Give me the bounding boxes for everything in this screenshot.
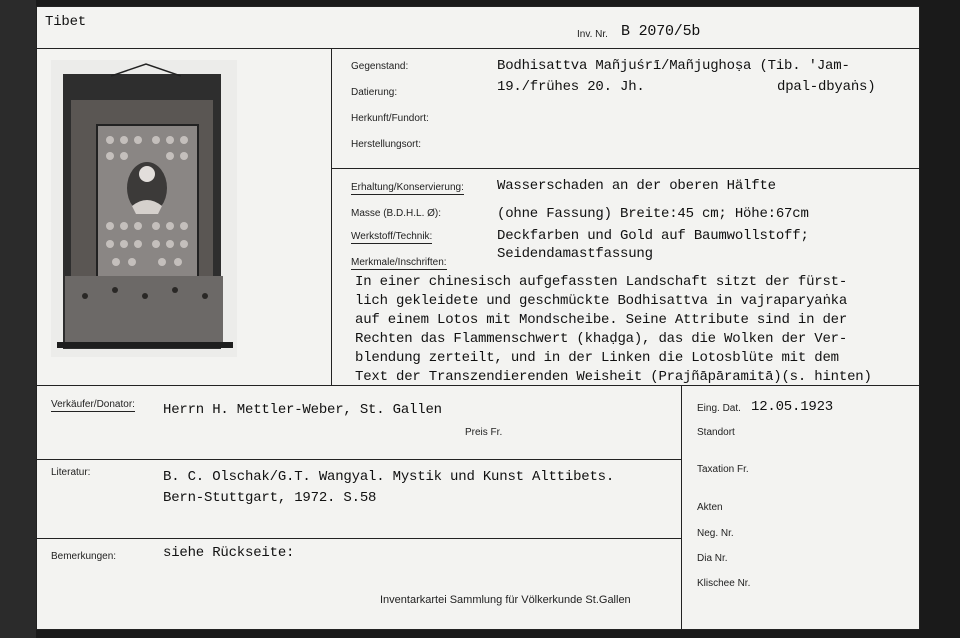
mount-dots-icon [65, 276, 223, 344]
datierung-value: 19./frühes 20. Jh. [497, 79, 645, 95]
thangka-rod [57, 342, 233, 348]
rule [331, 168, 919, 169]
klischee-nr-label: Klischee Nr. [697, 578, 751, 589]
thangka-photo [51, 60, 237, 357]
rule [37, 385, 919, 386]
rule [37, 48, 919, 49]
herstellungsort-label: Herstellungsort: [351, 139, 422, 150]
datierung-label: Datierung: [351, 87, 398, 98]
merkmale-line: Text der Transzendierenden Weisheit (Prajñāpāramitā)(s. hinten) [355, 369, 872, 385]
bemerkungen-label: Bemerkungen: [51, 551, 117, 562]
rule [681, 385, 682, 629]
bemerkungen-value: siehe Rückseite: [163, 545, 295, 561]
werkstoff-label-text: Werkstoff/Technik: [351, 231, 433, 242]
literatur-value: B. C. Olschak/G.T. Wangyal. Mystik und Kunst Alttibets. [163, 469, 615, 485]
card-footer: Inventarkartei Sammlung für Völkerkunde St.Gallen [380, 594, 631, 606]
hanging-string-icon [111, 62, 181, 78]
gegenstand-label: Gegenstand: [351, 61, 409, 72]
werkstoff-label [351, 231, 432, 242]
inv-number: B 2070/5b [621, 23, 701, 40]
background-left [0, 0, 36, 638]
gegenstand-continued: dpal-dbyaṅs) [777, 79, 876, 95]
eing-dat-label: Eing. Dat. [697, 403, 741, 414]
eing-dat-value: 12.05.1923 [751, 399, 834, 415]
rule [37, 459, 681, 460]
merkmale-line: Rechten das Flammenschwert (khaḍga), das die Wolken der Ver- [355, 331, 848, 347]
merkmale-line: auf einem Lotos mit Mondscheibe. Seine Attribute sind in der [355, 312, 848, 328]
preis-label: Preis Fr. [465, 427, 503, 438]
verkaeufer-value: Herrn H. Mettler-Weber, St. Gallen [163, 402, 442, 418]
rule [331, 48, 332, 385]
region-text: Tibet [45, 14, 87, 30]
thangka-painting [96, 124, 199, 280]
akten-label: Akten [697, 502, 723, 513]
merkmale-label-text: Merkmale/Inschriften: [351, 257, 447, 268]
literatur-label: Literatur: [51, 467, 91, 478]
painting-figures-icon [98, 126, 197, 278]
herkunft-label: Herkunft/Fundort: [351, 113, 429, 124]
erhaltung-value: Wasserschaden an der oberen Hälfte [497, 178, 776, 194]
inventory-card [36, 6, 920, 630]
gegenstand-value: Bodhisattva Mañjuśrī/Mañjughoṣa (Tib. 'Jam- [497, 58, 850, 74]
merkmale-line: blendung zerteilt, und in der Linken die Lotosblüte mit dem [355, 350, 839, 366]
merkmale-label [351, 257, 447, 268]
dia-nr-label: Dia Nr. [697, 553, 728, 564]
werkstoff-value: Deckfarben und Gold auf Baumwollstoff; [497, 228, 809, 244]
rule [37, 538, 681, 539]
erhaltung-label-text: Erhaltung/Konservierung: [351, 182, 464, 193]
inv-label: Inv. Nr. [577, 29, 608, 40]
werkstoff-value-2: Seidendamastfassung [497, 246, 653, 262]
erhaltung-label [351, 182, 464, 193]
masse-value: (ohne Fassung) Breite:45 cm; Höhe:67cm [497, 206, 809, 222]
literatur-value-2: Bern-Stuttgart, 1972. S.58 [163, 490, 377, 506]
masse-label: Masse (B.D.H.L. Ø): [351, 208, 442, 219]
verkaeufer-label-text: Verkäufer/Donator: [51, 399, 135, 410]
taxation-label: Taxation Fr. [697, 464, 749, 475]
merkmale-line: In einer chinesisch aufgefassten Landschaft sitzt der fürst- [355, 274, 848, 290]
merkmale-line: lich gekleidete und geschmückte Bodhisattva in vajraparyaṅka [355, 293, 848, 309]
thangka-bottom-panel [65, 276, 223, 344]
standort-label: Standort [697, 427, 735, 438]
verkaeufer-label [51, 399, 135, 410]
neg-nr-label: Neg. Nr. [697, 528, 734, 539]
